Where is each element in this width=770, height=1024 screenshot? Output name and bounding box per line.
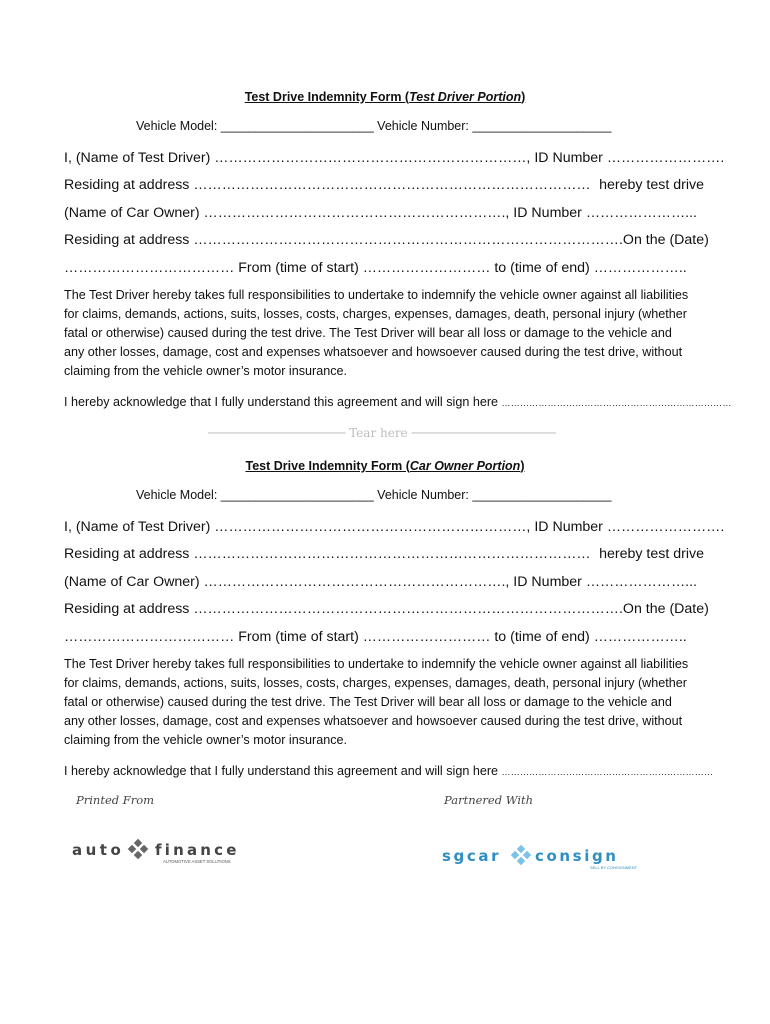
owner-address-line[interactable] (64, 232, 709, 248)
test-driver-name-text: I, (Name of Test Driver) …………………………………………………………, ID Number ……………………. (64, 150, 725, 166)
indemnity-paragraph: The Test Driver hereby takes full responsibilities to undertake to indemnify the vehicle owner against all liabilities for claims, demands, actions, suits, losses, costs, charges, expenses, damages, death, personal injury (whether fatal or otherwise) caused during the test drive. The Test Driver will bear all loss or damage to the vehicle and any other losses, damage, cost and expenses whatsoever and howsoever caused during the test drive, without claiming from the vehicle owner’s motor insurance. (64, 288, 689, 378)
printed-from-label: Printed From (76, 793, 155, 807)
car-owner-name-line[interactable] (64, 205, 704, 221)
diamond-icon (511, 845, 531, 865)
indemnity-paragraph: The Test Driver hereby takes full responsibilities to undertake to indemnify the vehicle owner against all liabilities for claims, demands, actions, suits, losses, costs, charges, expenses, damages, death, personal injury (whether fatal or otherwise) caused during the test drive. The Test Driver will bear all loss or damage to the vehicle and any other losses, damage, cost and expenses whatsoever and howsoever caused during the test drive, without claiming from the vehicle owner’s motor insurance. (64, 657, 689, 747)
sgcar-logo-text-left: sgcar (442, 847, 502, 865)
sgcar-consign-logo-graphic (442, 844, 637, 874)
diamond-icon (128, 839, 148, 859)
autofinance-logo-graphic (72, 838, 247, 868)
on-the-date-text: On the (Date) (622, 232, 709, 248)
form-title (0, 459, 770, 473)
test-driver-name-line[interactable] (64, 150, 725, 166)
owner-address-text: Residing at address ………………………………………………………………………………. (64, 601, 623, 617)
hereby-test-drive-text: hereby test drive (599, 546, 704, 562)
autofinance-logo-text-left: auto (72, 841, 125, 859)
driver-address-line[interactable] (64, 546, 704, 562)
form-title-portion: Car Owner Portion (409, 459, 521, 473)
time-line[interactable] (64, 629, 704, 645)
form-title-portion: Test Driver Portion (409, 90, 522, 104)
driver-address-line[interactable] (64, 177, 704, 193)
tear-here-line: ─────────────────── Tear here ──────────────────── (208, 426, 556, 440)
partnered-with-label: Partnered With (444, 793, 534, 807)
sgcar-tagline: SELL BY CONSIGNMENT (590, 865, 637, 870)
car-owner-name-text: (Name of Car Owner) ………………………………………………………., ID Number …………………... (64, 205, 697, 221)
vehicle-fields[interactable]: Vehicle Model: ______________________ Vehicle Number: ____________________ (136, 488, 612, 502)
autofinance-logo[interactable] (72, 838, 247, 873)
owner-address-line[interactable] (64, 601, 709, 617)
hereby-test-drive-text: hereby test drive (599, 177, 704, 193)
test-driver-name-line[interactable] (64, 519, 725, 535)
form-title (0, 90, 770, 104)
car-owner-name-line[interactable] (64, 574, 704, 590)
time-text: ……………………………… From (time of start) ……………………… to (time of end) ……………….. (64, 260, 687, 276)
on-the-date-text: On the (Date) (622, 601, 709, 617)
acknowledge-text: I hereby acknowledge that I fully understand this agreement and will sign here (64, 395, 502, 409)
time-text: ……………………………… From (time of start) ……………………… to (time of end) ……………….. (64, 629, 687, 645)
autofinance-logo-text-right: finance (155, 841, 240, 859)
test-driver-name-text: I, (Name of Test Driver) …………………………………………………………, ID Number ……………………. (64, 519, 725, 535)
sgcar-consign-logo[interactable] (442, 844, 637, 879)
driver-address-text: Residing at address ………………………………………………………………………… (64, 177, 591, 193)
time-line[interactable] (64, 260, 704, 276)
sgcar-logo-text-right: consign (535, 847, 619, 865)
signature-dots[interactable]: …………………………………………………………… (501, 767, 714, 777)
acknowledge-line[interactable] (64, 395, 732, 409)
vehicle-fields[interactable]: Vehicle Model: ______________________ Vehicle Number: ____________________ (136, 119, 612, 133)
acknowledge-line[interactable] (64, 764, 714, 778)
signature-dots[interactable]: ………………………………………………………………… (501, 398, 732, 408)
car-owner-name-text: (Name of Car Owner) ………………………………………………………., ID Number …………………... (64, 574, 697, 590)
autofinance-tagline: AUTOMOTIVE ASSET SOLUTIONS (163, 859, 231, 864)
form-title-close: ) (520, 459, 525, 473)
owner-address-text: Residing at address ………………………………………………………………………………. (64, 232, 623, 248)
driver-address-text: Residing at address ………………………………………………………………………… (64, 546, 591, 562)
acknowledge-text: I hereby acknowledge that I fully understand this agreement and will sign here (64, 764, 502, 778)
form-title-text: Test Drive Indemnity Form ( (245, 459, 410, 473)
form-title-close: ) (521, 90, 526, 104)
form-title-text: Test Drive Indemnity Form ( (244, 90, 410, 104)
